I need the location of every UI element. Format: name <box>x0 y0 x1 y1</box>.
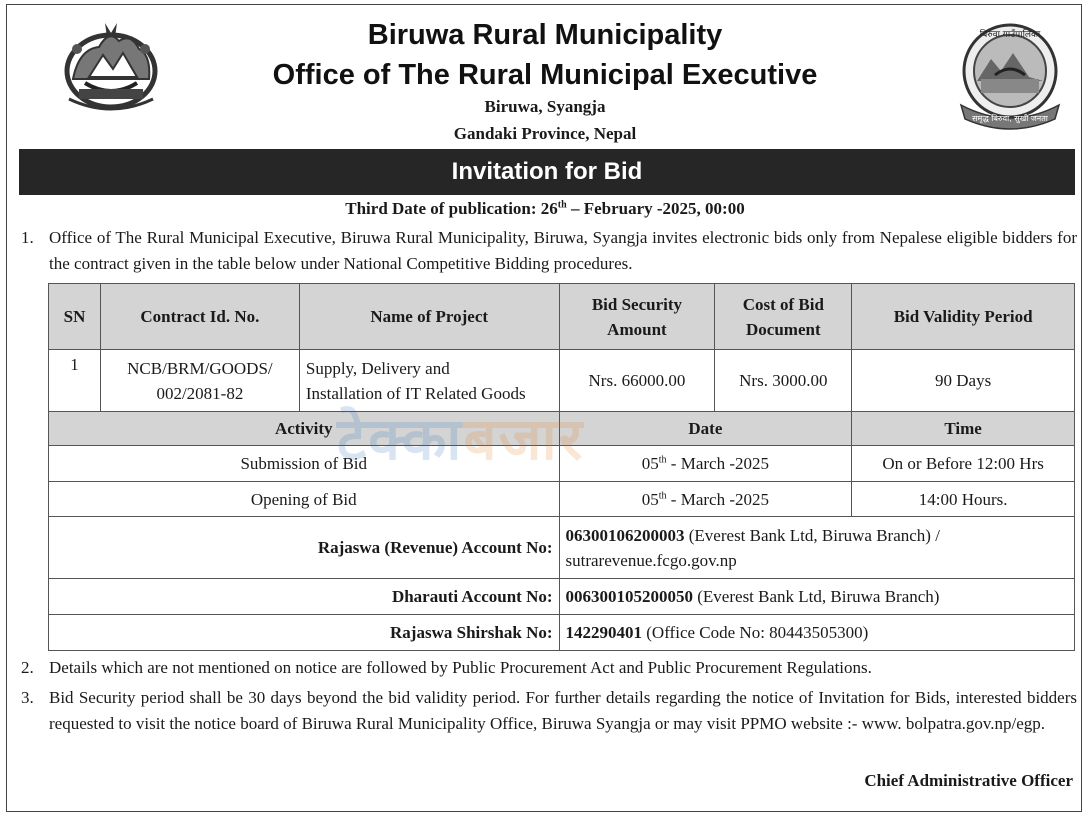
paragraph-text: Bid Security period shall be 30 days beyond the bid validity period. For further details regarding the notice of Invitation for Bids, interested bidders requested to visit the notice board of Biruwa Rural Municipality Office, Biruwa Syangja or may visit PPMO website :- www. bolpatra.gov.np/egp. <box>49 688 1077 733</box>
pubdate-rest: – February -2025, 00:00 <box>566 199 745 218</box>
project-line1: Supply, Delivery and <box>305 358 450 378</box>
account-label: Rajaswa (Revenue) Account No: <box>49 517 560 579</box>
signature: Chief Administrative Officer <box>864 771 1073 790</box>
activity-name: Opening of Bid <box>49 482 560 517</box>
header-bid-security-line2: Amount <box>607 319 667 339</box>
account-value <box>559 615 1074 651</box>
account-row-revenue <box>49 517 1075 579</box>
paragraph-text: Details which are not mentioned on notice are followed by Public Procurement Act and Public Procurement Regulations. <box>49 658 872 677</box>
account-label: Rajaswa Shirshak No: <box>49 615 560 651</box>
paragraph-1 <box>21 225 1077 277</box>
project-line2: Installation of IT Related Goods <box>305 383 526 403</box>
pubdate-sup: th <box>557 199 567 211</box>
activity-row <box>49 446 1075 482</box>
date-rest: - March -2025 <box>666 454 769 473</box>
header-activity: Activity <box>49 412 560 446</box>
logo-motto-text: समृद्ध बिरुवा, सुखी जनता <box>972 114 1048 123</box>
invitation-banner: Invitation for Bid <box>19 149 1075 195</box>
cell-cost: Nrs. 3000.00 <box>715 350 852 412</box>
header-time: Time <box>852 412 1075 446</box>
account-row-shirshak <box>49 615 1075 651</box>
header-project: Name of Project <box>299 284 559 350</box>
header-bid-security-line1: Bid Security <box>591 294 683 314</box>
cell-bid-security: Nrs. 66000.00 <box>559 350 715 412</box>
office-name: Office of The Rural Municipal Executive <box>272 59 818 91</box>
header-cost-line1: Cost of Bid <box>742 294 824 314</box>
activity-date <box>559 482 852 517</box>
paragraph-text: Office of The Rural Municipal Executive, Biruwa Rural Municipality, Biruwa, Syangja invites electronic bids only from Nepalese eligible bidders for the contract given in the table below under National Competitive Bidding procedures. <box>49 228 1077 273</box>
header-sn: SN <box>49 284 101 350</box>
date-rest: - March -2025 <box>666 489 769 509</box>
paragraph-number: 2. <box>21 658 34 677</box>
paragraph-2 <box>21 655 1077 681</box>
paragraph-number: 1. <box>21 228 34 247</box>
account-detail: (Everest Bank Ltd, Biruwa Branch) / <box>684 525 940 545</box>
account-detail: (Office Code No: 80443505300) <box>642 623 869 642</box>
account-number: 006300105200050 <box>565 587 694 606</box>
activity-time: 14:00 Hours. <box>852 482 1075 517</box>
date-day: 05 <box>641 454 659 473</box>
pubdate-prefix: Third Date of publication: 26 <box>345 199 558 218</box>
date-day: 05 <box>641 489 659 509</box>
account-value <box>559 579 1074 615</box>
date-sup: th <box>658 454 667 466</box>
activity-time: On or Before 12:00 Hrs <box>852 446 1075 482</box>
activity-row <box>49 482 1075 517</box>
notice-page <box>6 4 1082 812</box>
province: Gandaki Province, Nepal <box>453 124 637 143</box>
table-row <box>49 350 1075 412</box>
account-label: Dharauti Account No: <box>49 579 560 615</box>
account-detail-url: sutrarevenue.fcgo.gov.np <box>565 550 737 570</box>
account-detail: (Everest Bank Ltd, Biruwa Branch) <box>693 587 940 606</box>
header-cost-line2: Document <box>746 319 821 339</box>
header-bid-security <box>559 284 715 350</box>
table-header-row <box>49 284 1075 350</box>
header <box>7 5 1083 151</box>
paragraph-number: 3. <box>21 688 34 707</box>
account-row-dharauti <box>49 579 1075 615</box>
account-number: 06300106200003 <box>565 525 685 545</box>
header-validity: Bid Validity Period <box>852 284 1075 350</box>
activity-name: Submission of Bid <box>49 446 560 482</box>
header-date: Date <box>559 412 852 446</box>
header-contract-id: Contract Id. No. <box>100 284 299 350</box>
contract-id-line2: 002/2081-82 <box>156 383 244 403</box>
bid-table <box>48 283 1075 651</box>
account-value <box>559 517 1074 579</box>
activity-date <box>559 446 852 482</box>
date-sup: th <box>658 489 667 501</box>
location: Biruwa, Syangja <box>484 97 606 116</box>
cell-project <box>299 350 559 412</box>
cell-validity: 90 Days <box>852 350 1075 412</box>
cell-sn: 1 <box>49 350 101 412</box>
logo-top-text: बिरुवा गाउँपालिका <box>979 30 1041 40</box>
account-number: 142290401 <box>565 623 643 642</box>
paragraph-3 <box>21 685 1077 737</box>
org-name: Biruwa Rural Municipality <box>367 19 723 51</box>
contract-id-line1: NCB/BRM/GOODS/ <box>127 358 273 378</box>
cell-contract-id <box>100 350 299 412</box>
header-cost <box>715 284 852 350</box>
publication-date <box>7 199 1083 219</box>
activity-header-row <box>49 412 1075 446</box>
